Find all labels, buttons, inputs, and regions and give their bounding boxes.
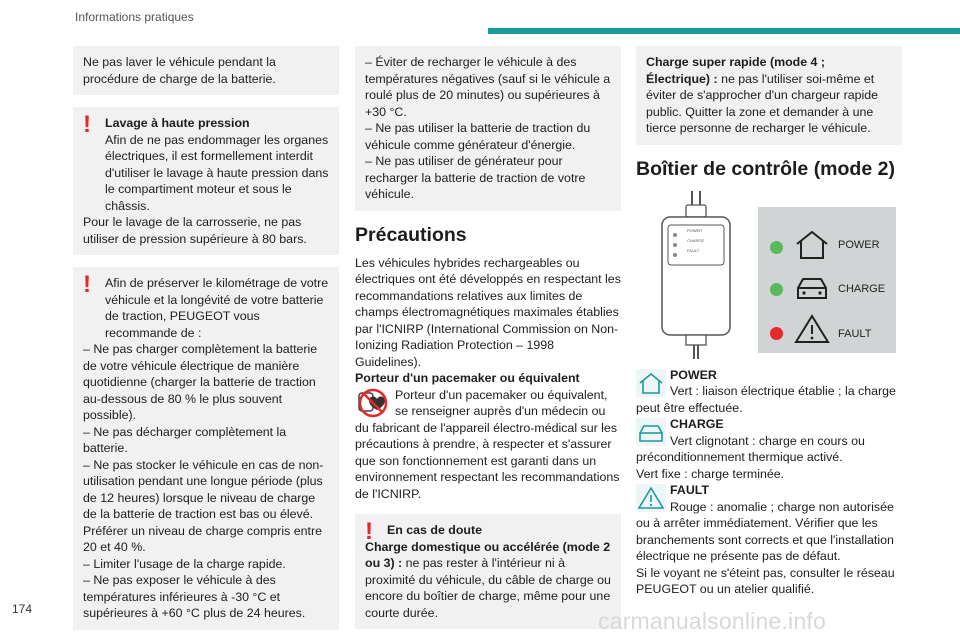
pacemaker-block bbox=[355, 387, 621, 503]
power-lamp bbox=[770, 241, 783, 254]
section-title-control-box: Boîtier de contrôle (mode 2) bbox=[636, 157, 895, 180]
car-icon bbox=[794, 271, 830, 303]
column-3 bbox=[636, 46, 902, 598]
running-header: Informations pratiques bbox=[75, 10, 194, 24]
doubt-text: Charge domestique ou accélérée (mode 2 ou 3) : ne pas rester à l'intérieur ni à proximité du véhicule, du câble de charge ou encore du boîtier de charge, même pour une courte durée. bbox=[365, 539, 611, 620]
warning-title: Lavage à haute pression bbox=[105, 116, 250, 130]
page-number: 174 bbox=[12, 602, 33, 616]
warning-box-doubt bbox=[355, 514, 621, 629]
house-icon bbox=[794, 229, 830, 261]
control-box-illustration bbox=[636, 189, 902, 359]
section-title-precautions: Précautions bbox=[355, 223, 467, 246]
charge-lamp bbox=[770, 283, 783, 296]
header-accent-bar bbox=[488, 28, 960, 34]
panel-label-charge: CHARGE bbox=[838, 282, 886, 295]
charger-label-charge: CHARGE bbox=[687, 237, 705, 243]
warning-exclamation-icon: ! bbox=[365, 518, 373, 545]
no-pacemaker-icon bbox=[355, 387, 391, 419]
warning-box-battery-care bbox=[73, 267, 339, 630]
warning-exclamation-icon: ! bbox=[83, 111, 91, 138]
legend-text-2: Vert fixe : charge terminée. bbox=[636, 466, 785, 481]
warning-box-high-pressure bbox=[73, 107, 339, 255]
legend-charge bbox=[636, 416, 902, 482]
battery-care-intro: Afin de préserver le kilométrage de votre véhicule et la longévité de votre batterie de traction, PEUGEOT vous recommande de : bbox=[105, 276, 329, 340]
pacemaker-text: Porteur d'un pacemaker ou équivalent, se renseigner auprès d'un médecin ou du fabricant de l'appareil électro-médical sur les précautions à prendre, à respecter et s'assurer que son fonctionnement est garanti dans un environnement respectant les recommandations de l'ICNIRP. bbox=[355, 387, 620, 501]
note-box-washing bbox=[73, 46, 339, 95]
note-box-super-fast bbox=[636, 46, 902, 145]
charger-unit-icon bbox=[656, 191, 736, 359]
warning-text-2: Pour le lavage de la carrosserie, ne pas utiliser de pression supérieure à 80 bars. bbox=[83, 215, 307, 246]
indicator-panel bbox=[758, 207, 896, 353]
super-fast-text: Charge super rapide (mode 4 ; Électrique) : ne pas l'utiliser soi-même et éviter de s'approcher d'un chargeur rapide public. Quitter la zone et demander à une tierce personne de recharger le véhicule. bbox=[646, 55, 879, 135]
battery-care-item: – Limiter l'usage de la charge rapide. bbox=[83, 556, 286, 571]
car-icon bbox=[636, 418, 666, 446]
battery-care-item: – Ne pas décharger complètement la batterie. bbox=[83, 424, 287, 455]
note-box-recharge bbox=[355, 46, 621, 211]
warning-text: Afin de ne pas endommager les organes électriques, il est formellement interdit d'utiliser le lavage à haute pression dans le compartiment moteur et sous le châssis. bbox=[105, 132, 329, 213]
column-2 bbox=[355, 46, 621, 641]
battery-care-item: – Ne pas exposer le véhicule à des températures inférieures à -30 °C et supérieures à +60 °C plus de 24 heures. bbox=[83, 573, 306, 620]
legend-title: POWER bbox=[670, 367, 717, 382]
watermark: carmanualsonline.info bbox=[598, 608, 826, 634]
column-1 bbox=[73, 46, 339, 642]
charger-label-fault: FAULT bbox=[687, 247, 700, 253]
legend-text: Vert clignotant : charge en cours ou préconditionnement thermique activé. bbox=[636, 433, 865, 464]
legend-text: Vert : liaison électrique établie ; la charge peut être effectuée. bbox=[636, 384, 896, 415]
charger-label-power: POWER bbox=[687, 227, 703, 233]
legend-title: FAULT bbox=[670, 483, 709, 497]
warning-triangle-icon bbox=[794, 313, 830, 345]
precautions-text: Les véhicules hybrides rechargeables ou électriques ont été développés en respectant les recommandations relatives aux limites de champs électromagnétiques maximales établies par l'ICNIRP (International Commission on Non-Ionizing Radiation Protection – 1998 Guidelines). bbox=[355, 255, 621, 369]
doubt-title: En cas de doute bbox=[387, 523, 483, 537]
panel-label-power: POWER bbox=[838, 238, 880, 251]
pacemaker-title: Porteur d'un pacemaker ou équivalent bbox=[355, 371, 580, 385]
recharge-item: – Ne pas utiliser la batterie de traction du véhicule comme générateur d'énergie. bbox=[365, 121, 591, 152]
note-text: Ne pas laver le véhicule pendant la procédure de charge de la batterie. bbox=[83, 55, 276, 86]
fault-lamp bbox=[770, 327, 783, 340]
legend-text: Rouge : anomalie ; charge non autorisée ou à arrêter immédiatement. Vérifier que les branchements sont corrects et que l'installation électrique ne présente pas de défaut. bbox=[636, 499, 894, 563]
warning-exclamation-icon: ! bbox=[83, 271, 91, 298]
house-icon bbox=[636, 369, 666, 397]
legend-fault bbox=[636, 482, 902, 598]
battery-care-item: Préférer un niveau de charge compris entre 20 et 40 %. bbox=[83, 523, 322, 554]
battery-care-item: – Ne pas charger complètement la batterie de votre véhicule électrique de manière quotidienne (charger la batterie de traction au-dessous de 80 % le plus souvent possible). bbox=[83, 342, 318, 422]
warning-triangle-icon bbox=[636, 484, 666, 512]
recharge-item: – Éviter de recharger le véhicule à des températures négatives (sauf si le véhicule a roulé plus de 20 minutes) ou supérieures à +30 °C. bbox=[365, 55, 611, 119]
recharge-item: – Ne pas utiliser de générateur pour recharger la batterie de traction de votre véhicule. bbox=[365, 154, 586, 201]
legend-power bbox=[636, 367, 902, 417]
panel-label-fault: FAULT bbox=[838, 327, 872, 340]
battery-care-item: – Ne pas stocker le véhicule en cas de non-utilisation pendant une longue période (plus de 12 heures) lorsque le niveau de charge de la batterie de traction est bas ou élevé. bbox=[83, 457, 324, 521]
legend-title: CHARGE bbox=[670, 417, 724, 431]
legend-text-2: Si le voyant ne s'éteint pas, consulter le réseau PEUGEOT ou un atelier qualifié. bbox=[636, 565, 895, 596]
